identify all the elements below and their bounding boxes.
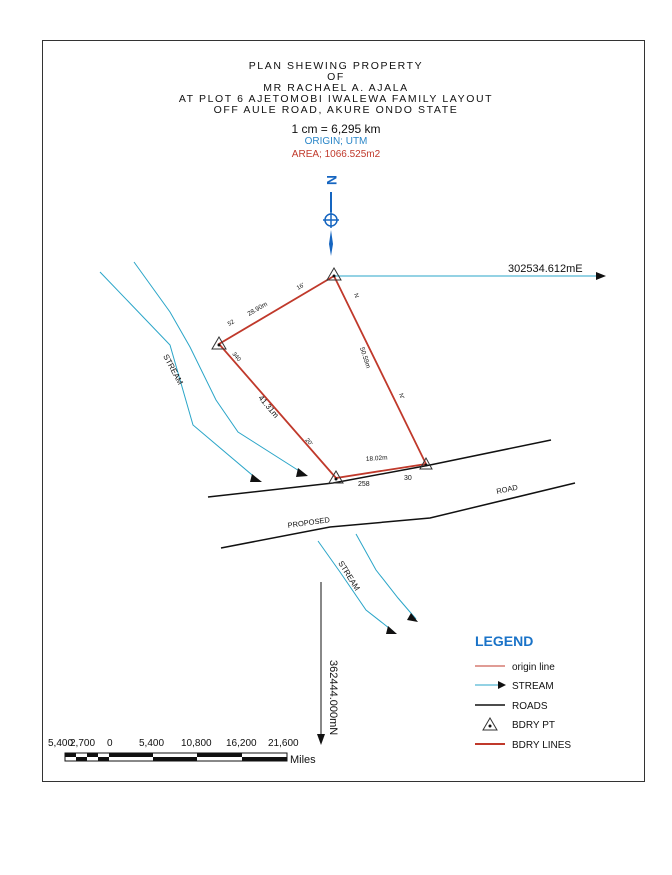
legend-label-origin: origin line bbox=[512, 662, 555, 673]
northing-arrowhead bbox=[317, 734, 325, 745]
bearing-label: 20' bbox=[303, 437, 314, 448]
scale-segment bbox=[65, 753, 76, 757]
stream-lower-label: STREAM bbox=[336, 559, 362, 593]
dimension-right: 50.59m bbox=[358, 346, 372, 370]
north-arrow-needle bbox=[329, 230, 333, 256]
triangle-point-icon bbox=[420, 458, 432, 469]
stream-upper bbox=[100, 262, 308, 482]
area-text: AREA; 1066.525m2 bbox=[291, 149, 381, 160]
scale-segment bbox=[87, 753, 98, 757]
scale-tick-label: 5,400 bbox=[139, 738, 165, 749]
bearing-label: 30 bbox=[404, 475, 412, 482]
dimension-bottom: 18.02m bbox=[365, 454, 388, 463]
scale-unit-label: Miles bbox=[290, 754, 316, 766]
scale-segment bbox=[76, 757, 87, 761]
roads bbox=[208, 440, 575, 548]
bearing-label: 52 bbox=[227, 319, 236, 328]
scale-segment bbox=[242, 757, 287, 761]
title-line-4: AT PLOT 6 AJETOMOBI IWALEWA FAMILY LAYOUT bbox=[178, 93, 494, 105]
bearing-label: N bbox=[352, 292, 360, 299]
title-line-1: PLAN SHEWING PROPERTY bbox=[248, 60, 424, 72]
legend-stream-arrow-icon bbox=[498, 681, 506, 689]
scale-segment bbox=[109, 753, 153, 757]
scale-tick-label: 21,600 bbox=[268, 738, 299, 749]
easting-label: 302534.612mE bbox=[508, 263, 583, 275]
scale-text: 1 cm = 6,295 km bbox=[291, 122, 381, 136]
legend-triangle-point-icon bbox=[483, 718, 497, 730]
north-label: N bbox=[324, 174, 340, 186]
scale-tick-label: 16,200 bbox=[226, 738, 257, 749]
title-line-5: OFF AULE ROAD, AKURE ONDO STATE bbox=[213, 104, 459, 116]
scale-tick-label: 0 bbox=[107, 738, 113, 749]
easting-arrowhead bbox=[596, 272, 606, 280]
legend-label-roads: ROADS bbox=[512, 701, 548, 712]
scale-bar bbox=[48, 738, 316, 766]
road-lower-edge bbox=[221, 483, 575, 548]
legend-title: LEGEND bbox=[475, 633, 534, 649]
stream-lower bbox=[318, 534, 418, 634]
legend bbox=[475, 633, 571, 751]
scale-segment bbox=[98, 757, 109, 761]
road-label-proposed: PROPOSED bbox=[287, 515, 331, 530]
legend-label-stream: STREAM bbox=[512, 681, 554, 692]
origin-text: ORIGIN; UTM bbox=[304, 136, 368, 147]
stream-upper-right-line bbox=[134, 262, 304, 474]
legend-label-bdry-pt: BDRY PT bbox=[512, 720, 555, 731]
title-line-3: MR RACHAEL A. AJALA bbox=[263, 82, 409, 94]
northing-label: 362444.000mN bbox=[327, 660, 339, 736]
stream-upper-label: STREAM bbox=[161, 352, 185, 387]
bearing-label: 258 bbox=[358, 481, 370, 488]
road-label-road: ROAD bbox=[495, 482, 519, 496]
boundary-lines bbox=[219, 276, 426, 478]
north-arrow-icon bbox=[323, 175, 340, 256]
bearing-label: 16' bbox=[296, 282, 306, 292]
dimension-top: 28.90m bbox=[246, 300, 269, 318]
stream-lower-right-line bbox=[356, 534, 416, 619]
boundary-points bbox=[212, 268, 432, 483]
bearing-label: N' bbox=[397, 392, 405, 400]
scale-segment bbox=[153, 757, 197, 761]
bearing-label: 340 bbox=[230, 351, 242, 363]
legend-label-bdry-lines: BDRY LINES bbox=[512, 740, 572, 751]
dimension-left: 41.31m bbox=[256, 393, 281, 420]
scale-tick-label: 10,800 bbox=[181, 738, 212, 749]
property-boundary bbox=[219, 276, 426, 488]
title-line-2: OF bbox=[327, 71, 345, 83]
stream-arrowhead bbox=[250, 474, 262, 482]
scale-segment bbox=[197, 753, 242, 757]
scale-tick-label: 2,700 bbox=[70, 738, 96, 749]
scale-tick-label: 5,400 bbox=[48, 738, 74, 749]
stream-arrowhead bbox=[296, 468, 308, 477]
